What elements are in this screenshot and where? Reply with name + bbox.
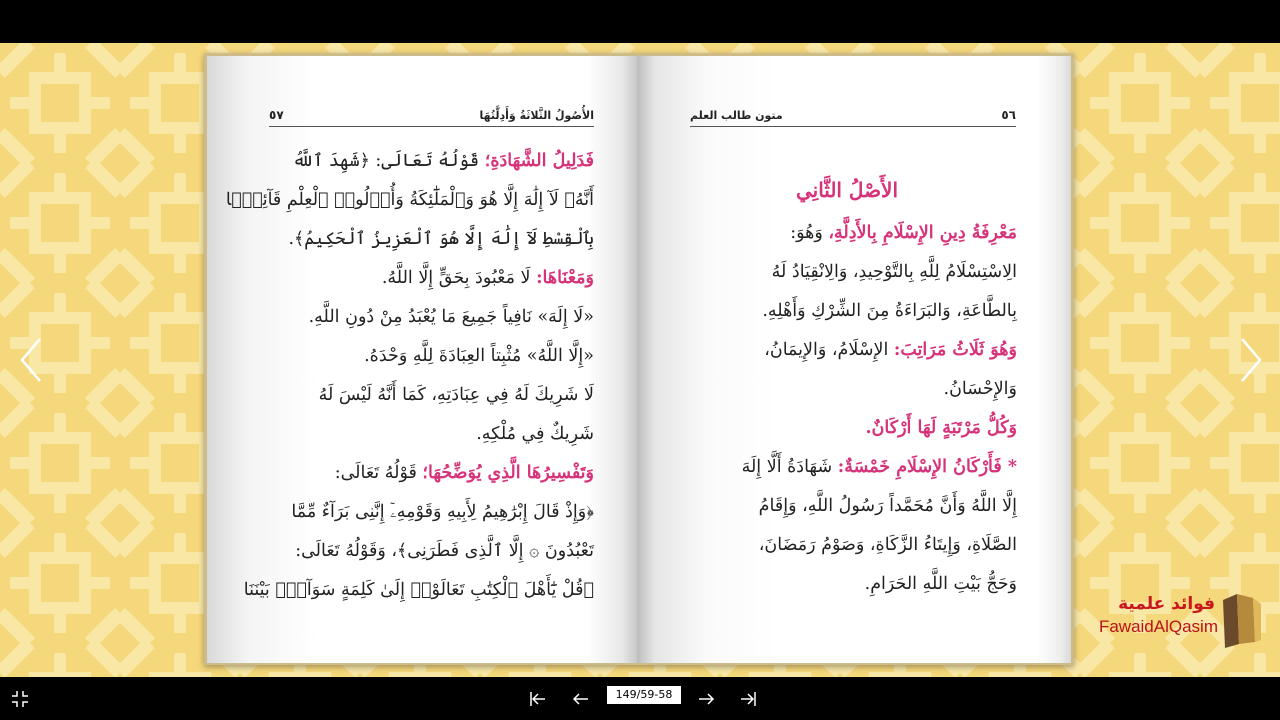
text-line	[677, 370, 1017, 409]
highlighted-heading: * فَأَرْكَانُ الإِسْلَامِ خَمْسَةٌ:	[837, 457, 1017, 477]
channel-logo	[1090, 590, 1265, 650]
text-line	[677, 448, 1017, 487]
body-text: «لَا إِلَهَ» نَافِياً جَمِيعَ مَا يُعْبَدُ مِنْ دُونِ اللَّهِ.	[308, 307, 594, 327]
text-line	[677, 487, 1017, 526]
body-text: وَهُوَ:	[790, 223, 829, 243]
right-page-header	[690, 106, 1016, 127]
text-line	[269, 454, 594, 493]
text-line	[269, 142, 594, 181]
arrow-left-icon	[571, 689, 591, 709]
text-line	[677, 565, 1017, 604]
text-line	[677, 331, 1017, 370]
body-text: «إِلَّا اللَّهُ» مُثْبِتاً العِبَادَةَ لِلَّهِ وَحْدَهُ.	[364, 346, 594, 366]
right-page-number: ٥٦	[1001, 108, 1016, 122]
highlighted-heading: وَتَفْسِيرُهَا الَّذِي يُوَضِّحُهَا؛	[422, 463, 594, 483]
body-text: الإِسْلَامُ، وَالإِيمَانُ،	[764, 340, 894, 360]
highlighted-heading: وَكُلُّ مَرْتَبَةٍ لَهَا أَرْكَانٌ.	[865, 418, 1017, 438]
next-page-arrow[interactable]	[1236, 335, 1266, 385]
body-text: الِاسْتِسْلَامُ لِلَّهِ بِالتَّوْحِيدِ، وَالِانْقِيَادُ لَهُ	[771, 262, 1017, 282]
first-page-button[interactable]	[528, 689, 548, 709]
text-line	[269, 493, 594, 532]
right-page-body	[677, 166, 1017, 604]
body-text: تَعْبُدُونَ ۞ إِلَّا ٱلَّذِى فَطَرَنِى﴾، وَقَوْلُهُ تَعَالَى:	[295, 541, 594, 561]
previous-page-arrow[interactable]	[16, 335, 46, 385]
body-text: بِٱلْقِسْطِ لَآ إِلَٰهَ إِلَّا هُوَ ٱلْعَزِيزُ ٱلْحَكِيمُ﴾.	[288, 229, 594, 249]
text-line	[243, 571, 594, 610]
text-line	[269, 298, 594, 337]
chevron-right-icon	[1236, 335, 1266, 385]
top-bar	[0, 0, 1280, 43]
body-text: إِلَّا اللَّهُ وَأَنَّ مُحَمَّداً رَسُولُ اللَّهِ، وَإِقَامُ	[758, 496, 1017, 516]
text-line	[677, 253, 1017, 292]
open-book	[204, 53, 1074, 665]
previous-page-button[interactable]	[571, 689, 591, 709]
books-logo-icon	[1217, 590, 1265, 650]
left-page-running-title: الأُصُولُ الثَّلاثَةُ وَأَدِلَّتُهَا	[479, 109, 594, 122]
last-page-icon	[738, 689, 758, 709]
body-text: لَا شَرِيكَ لَهُ فِي عِبَادَتِهِ، كَمَا أَنَّهُ لَيْسَ لَهُ	[318, 385, 594, 405]
logo-arabic-text: فوائد علمية	[1118, 594, 1215, 614]
body-text: أَنَّهُۥ لَآ إِلَٰهَ إِلَّا هُوَ وَٱلْمَلَٰٓئِكَةُ وَأُو۟لُوا۟ ٱلْعِلْمِ قَآئِمًۢا	[225, 190, 594, 210]
highlighted-heading: فَدَلِيلُ الشَّهَادَةِ؛	[484, 151, 594, 171]
body-text: شَهَادَةُ أَلَّا إِلَهَ	[741, 457, 838, 477]
text-line	[269, 532, 594, 571]
text-line	[677, 292, 1017, 331]
text-line	[677, 409, 1017, 448]
body-text: ﴿قُلْ يَٰٓأَهْلَ ٱلْكِتَٰبِ تَعَالَوْا۟ إِلَىٰ كَلِمَةٍ سَوَآءٍۭ بَيْنَنَا	[243, 580, 594, 600]
text-line	[269, 376, 594, 415]
body-text: قَوْلُهُ تَعَالَى: ﴿شَهِدَ ٱللَّهُ	[292, 151, 485, 171]
body-text: وَحَجُّ بَيْتِ اللَّهِ الحَرَامِ.	[864, 574, 1017, 594]
text-line	[225, 181, 594, 220]
page-indicator[interactable]: 149/59-58	[607, 686, 681, 704]
highlighted-heading: مَعْرِفَةُ دِينِ الإِسْلَامِ بِالأَدِلَّةِ،	[828, 223, 1017, 243]
body-text: وَالإِحْسَانُ.	[943, 379, 1017, 399]
text-line	[269, 259, 594, 298]
text-line	[677, 526, 1017, 565]
chevron-left-icon	[16, 335, 46, 385]
exit-fullscreen-icon	[10, 689, 30, 709]
arrow-right-icon	[696, 689, 716, 709]
viewer-toolbar	[0, 677, 1280, 720]
next-page-button[interactable]	[696, 689, 716, 709]
right-page-running-title: متون طالب العلم	[690, 109, 783, 122]
right-page[interactable]	[637, 56, 1071, 663]
left-page-body	[225, 142, 594, 610]
left-page-header	[269, 106, 594, 127]
highlighted-heading: وَمَعْنَاهَا:	[536, 268, 594, 288]
last-page-button[interactable]	[738, 689, 758, 709]
text-line	[269, 337, 594, 376]
exit-fullscreen-button[interactable]	[10, 689, 30, 709]
first-page-icon	[528, 689, 548, 709]
body-text: شَرِيكٌ فِي مُلْكِهِ.	[476, 424, 594, 444]
left-page[interactable]	[207, 56, 637, 663]
left-page-number: ٥٧	[269, 108, 284, 122]
logo-english-text: FawaidAlQasim	[1098, 617, 1218, 636]
body-text: الصَّلَاةِ، وَإِيتَاءُ الزَّكَاةِ، وَصَوْمُ رَمَضَانَ،	[758, 535, 1017, 555]
body-text: قَوْلُهُ تَعَالَى:	[334, 463, 423, 483]
text-line	[269, 415, 594, 454]
highlighted-heading: وَهُوَ ثَلَاثُ مَرَاتِبَ:	[893, 340, 1017, 360]
body-text: بِالطَّاعَةِ، وَالبَرَاءَةُ مِنَ الشِّرْكِ وَأَهْلِهِ.	[762, 301, 1017, 321]
chapter-title: الأَصْلُ الثَّانِي	[795, 178, 899, 202]
body-text: لَا مَعْبُودَ بِحَقٍّ إِلَّا اللَّهُ.	[381, 268, 537, 288]
text-line	[269, 220, 594, 259]
text-line	[677, 214, 1017, 253]
body-text: ﴿وَإِذْ قَالَ إِبْرَٰهِيمُ لِأَبِيهِ وَقَوْمِهِۦٓ إِنَّنِى بَرَآءٌ مِّمَّا	[291, 502, 594, 522]
